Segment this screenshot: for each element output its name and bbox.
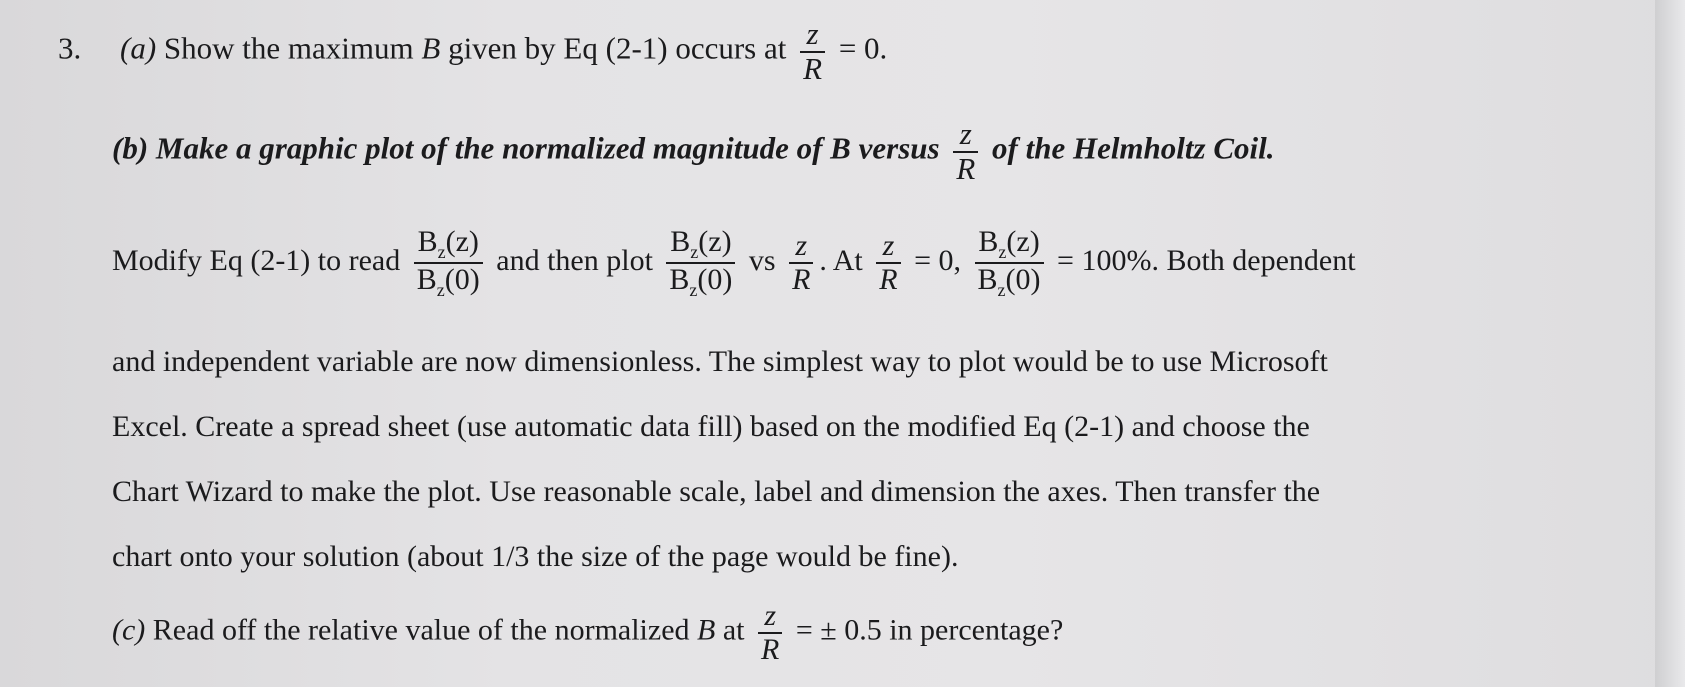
modify-text-2: and then plot (496, 243, 653, 277)
part-c-var-b: B (697, 613, 716, 647)
modify-text-1: Modify Eq (2-1) to read (112, 243, 401, 277)
z-over-r-fraction-1: $\frac{z}{R}$ (789, 230, 813, 295)
ratio-numerator: $B_z(z)$ (670, 225, 732, 262)
problem-number: 3. (58, 30, 82, 66)
modify-text-4: . At (819, 243, 863, 277)
ratio-denominator: $B_z(0)$ (975, 262, 1044, 300)
ratio-numerator: $B_z(z)$ (417, 225, 479, 262)
fraction-denominator: R (800, 51, 825, 86)
paragraph-line-3: Chart Wizard to make the plot. Use reasonable scale, label and dimension the axes. Then transfer the (112, 475, 1321, 508)
modify-text-6: = 100%. Both dependent (1057, 243, 1356, 277)
ratio-fraction-2 (666, 226, 735, 300)
part-a-label: (a) (120, 30, 157, 66)
fraction-denominator: R (758, 632, 782, 666)
part-a-fraction (800, 18, 825, 85)
ratio-fraction-3 (975, 226, 1044, 300)
fraction-numerator: z (764, 599, 776, 632)
ratio-denominator: $B_z(0)$ (666, 262, 735, 300)
paragraph-line-2: Excel. Create a spread sheet (use automatic data fill) based on the modified Eq (2-1) and choose the (112, 410, 1310, 443)
modify-line (112, 226, 1356, 300)
fraction-numerator: z (959, 116, 972, 151)
z-over-r-fraction-2: $\frac{z}{R}$ (876, 230, 900, 295)
part-c-fraction (758, 600, 782, 665)
fraction-numerator: z (806, 16, 819, 51)
part-b-text: Make a graphic plot of the normalized magnitude of B versus (155, 130, 940, 166)
ratio-denominator: $B_z(0)$ (414, 262, 483, 300)
modify-text-5: = 0, (914, 243, 962, 277)
part-c-line (112, 600, 1063, 665)
part-a-var-b: B (421, 30, 441, 66)
ratio-fraction-1 (414, 226, 483, 300)
page-edge-shadow (1655, 0, 1685, 687)
part-c-label: (c) (112, 613, 146, 647)
paragraph-line-4: chart onto your solution (about 1/3 the size of the page would be fine). (112, 540, 959, 573)
ratio-numerator: $B_z(z)$ (978, 225, 1040, 262)
part-c-text: Read off the relative value of the normalized (152, 613, 690, 647)
part-c-text3: = ± 0.5 in percentage? (795, 613, 1064, 647)
part-b-line (112, 118, 1274, 185)
part-a-text: Show the maximum (163, 30, 414, 66)
part-b-text2: of the Helmholtz Coil. (992, 130, 1275, 166)
paragraph-line-1: and independent variable are now dimensionless. The simplest way to plot would be to use Microsoft (112, 345, 1328, 378)
part-c-text2: at (722, 613, 745, 647)
fraction-denominator: R (953, 151, 978, 186)
part-a-text2: given by Eq (2-1) occurs at (448, 30, 787, 66)
modify-text-3: vs (748, 243, 776, 277)
part-a-line (58, 18, 887, 85)
part-b-label: (b) (112, 130, 149, 166)
part-a-text3: = 0. (838, 30, 888, 66)
part-b-fraction (953, 118, 978, 185)
